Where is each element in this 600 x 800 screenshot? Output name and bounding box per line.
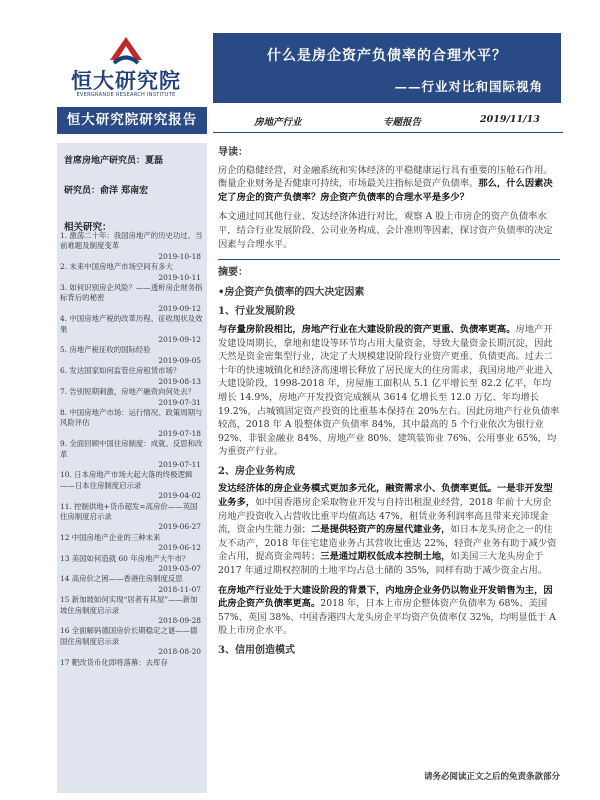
- s1-lead: 与存量房阶段相比，房地产行业在大建设阶段的资产更重、负债率更高。: [218, 323, 516, 335]
- s2-body2: 如日本龙头房企之一的住友不动产，2018 年住宅建造业务占其营收比重达 22%，轻资产业务有助于减少资金占用，提高资金周转；: [218, 524, 557, 563]
- related-report-title: 17 靶改货币化即将落幕：去库存: [60, 657, 168, 667]
- related-report-date: 2018-09-28: [158, 616, 201, 626]
- analysts: 研究员：俞洋 郑南宏: [64, 186, 149, 196]
- related-report-item[interactable]: [60, 502, 203, 533]
- main-content: [218, 140, 560, 662]
- s2-lead2: 二是提供轻资产的房屋代建业务，: [310, 524, 451, 536]
- related-report-title: 10. 日本房地产市场大起大落的终极逻辑——日本住房制度启示录: [60, 470, 193, 490]
- sidebar-header: 恒大研究院研究报告: [57, 107, 207, 134]
- s2-body1: 如中国香港房企采取物业开发与自持出租混业经营，2018 年前十大房企房地产投资收入占营收比重平均值高达 47%，租赁业务利润率高且带来充沛现金流，资金内生能力强；: [218, 497, 552, 536]
- related-report-item[interactable]: [60, 533, 203, 554]
- related-report-date: 2019-06-27: [158, 522, 201, 532]
- related-report-date: 2019-09-05: [158, 355, 201, 365]
- evergrande-logo-icon: [106, 34, 146, 68]
- s2-body3: 如美国三大龙头房企于 2017 年通过期权控制的土地平均占总土储的 35%，同样有助于减少资金占用。: [218, 551, 548, 577]
- related-reports-list: [60, 231, 203, 668]
- report-subtitle: ——行业对比和国际视角: [394, 79, 543, 94]
- related-report-title: 1. 激荡二十年：我国房地产的历史功过、当前难题及制度变革: [60, 231, 203, 251]
- related-report-item[interactable]: [60, 574, 203, 595]
- related-report-date: 2019-07-18: [158, 428, 201, 438]
- related-report-date: 2019-06-12: [158, 543, 201, 553]
- report-title: 什么是房企资产负债率的合理水平？: [267, 48, 507, 64]
- s2-lead: 发达经济体的房企业务模式更加多元化，融资需求小、负债率更低。一是非开发型业务多，: [218, 483, 553, 509]
- chief-analyst: 首席房地产研究员：夏磊: [64, 156, 164, 166]
- section-2-paragraph-2: [218, 584, 560, 638]
- related-report-item[interactable]: [60, 314, 203, 345]
- related-report-title: 2. 未来中国房地产市场空间有多大: [60, 262, 173, 272]
- meta-divider: [213, 132, 563, 133]
- related-report-title: 16 全面解码德国房价长期稳定之谜——德国住房制度启示录: [60, 626, 198, 646]
- related-report-date: 2019-10-11: [158, 272, 201, 282]
- section-1-title: 1、行业发展阶段: [218, 306, 295, 318]
- report-banner: [213, 33, 561, 103]
- related-report-date: 2019-03-07: [158, 564, 201, 573]
- related-report-date: 2018-11-07: [158, 584, 201, 594]
- related-report-item[interactable]: [60, 595, 203, 626]
- related-report-title: 6. 发达国家如何监管住房租赁市场？: [60, 366, 181, 376]
- intro-paragraph-1: [218, 164, 560, 205]
- related-report-item[interactable]: [60, 554, 203, 575]
- related-report-date: 2018-08-20: [158, 647, 201, 657]
- related-report-title: 7. 告别短期刺激，房地产融资向何处去？: [60, 387, 196, 397]
- related-report-title: 3. 如何识别房企风险？——透析房企财务指标背后的秘密: [60, 283, 203, 303]
- related-report-title: 15 新加坡如何实现“居者有其屋”——新加坡住房制度启示录: [60, 595, 198, 615]
- related-report-date: 2019-10-18: [158, 251, 201, 261]
- related-report-title: 9. 全面回顾中国住房制度：成就、反思和改革: [60, 439, 203, 459]
- section-2-paragraph-1: [218, 482, 560, 577]
- abstract-divider: [218, 259, 560, 260]
- related-report-item[interactable]: [60, 408, 203, 439]
- intro-p1-text: 房企的稳健经营，对金融系统和实体经济的平稳健康运行具有重要的压舱石作用。衡量企业财务是否健康可持续，市场最关注指标是资产负债率。: [218, 164, 553, 190]
- related-report-date: 2019-08-13: [158, 376, 201, 386]
- meta-type: 专题报告: [383, 117, 422, 128]
- s2-lead4: 在房地产行业处于大建设阶段的背景下，内地房企业务仍以物业开发销售为主，因此房企资产负债率更高。: [218, 584, 553, 610]
- logo: [66, 34, 186, 104]
- section-1-paragraph: [218, 323, 560, 459]
- related-report-item[interactable]: [60, 470, 203, 501]
- related-report-date: 2019-04-02: [158, 491, 201, 501]
- logo-name: 恒大研究院: [71, 69, 181, 93]
- sidebar: [57, 143, 207, 793]
- footer-disclaimer: 请务必阅读正文之后的免责条款部分: [423, 772, 560, 782]
- related-report-item[interactable]: [60, 439, 203, 470]
- s2-lead3: 三是通过期权低成本控制土地，: [320, 551, 451, 563]
- intro-p1-question: 那么，什么因素决定了房企的资产负债率？房企资产负债率的合理水平是多少？: [218, 178, 553, 203]
- logo-subtitle: EVERGRANDE RESEARCH INSTITUTE: [76, 92, 176, 98]
- intro-title: 导读：: [218, 147, 248, 158]
- meta-date: 2019/11/13: [480, 114, 540, 125]
- related-report-title: 13 美国如何造就 60 年房地产大牛市？: [60, 553, 190, 563]
- related-report-item[interactable]: [60, 658, 203, 668]
- related-report-item[interactable]: [60, 345, 203, 366]
- section-2-title: 2、房企业务构成: [218, 465, 295, 477]
- related-report-item[interactable]: [60, 366, 203, 387]
- related-report-title: 5. 房地产税征收的国际经验: [60, 345, 151, 355]
- related-report-date: 2019-07-11: [158, 459, 201, 469]
- s1-body: 房地产开发建设周期长，拿地和建设等环节均占用大量资金，导致大量资金长期沉淀，因此天然是资金密集型行业，决定了大规模建设阶段行业资产更重、负债更高。过去二十年的快速城镇化和经济高速增长释放了居民庞大的住房需求，我国房地产业进入大建设阶段，1998-2018 年，房屋施工面积从 5.1 亿平增长至 82.2 亿平，年均增长 14.9%，房地产开发投资完成额从 3614 亿增长至 12.0 万亿、年均增长 19.2%，占城镇固定资产投资的比重基本保持在 20%左右。因此房地产行业负债率较高，2018 年 A 股整体资产负债率 84%，其中最高的 5 个行业依次为银行业 92%、非银金融业 84%、房地产业 80%、建筑装饰业 76%、公用事业 65%，均为重资产行业。: [218, 323, 560, 458]
- related-title: 相关研究：: [64, 222, 112, 233]
- related-report-title: 8. 中国房地产市场：运行情况、政策周期与风险评估: [60, 407, 203, 428]
- report-meta: [218, 110, 563, 132]
- related-report-title: 12 中国房地产企业的三种未来: [60, 532, 161, 542]
- related-report-date: 2019-07-31: [158, 397, 201, 407]
- intro-paragraph-2: 本文通过同其他行业、发达经济体进行对比，观察 A 股上市房企的资产负债率水平，结合行业发展阶段、公司业务构成、会计准则等因素，探讨资产负债率的决定因素与合理水平。: [218, 211, 553, 250]
- related-report-item[interactable]: [60, 387, 203, 408]
- related-report-item[interactable]: [60, 283, 203, 314]
- abstract-title: 摘要：: [218, 267, 248, 279]
- related-report-date: 2019-09-12: [158, 303, 201, 313]
- s2-body4: 2018 年，日本上市房企整体资产负债率为 68%、美国 57%、英国 38%、中国香港四大龙头房企平均资产负债率仅 32%，均明显低于 A 股上市房企水平。: [218, 598, 556, 637]
- related-report-item[interactable]: [60, 626, 203, 657]
- related-report-title: 14 高房价之困——香港住房制度反思: [60, 574, 183, 584]
- related-report-title: 4. 中国房地产税的改革历程、征收现状及效果: [60, 314, 203, 334]
- related-report-date: 2019-09-12: [158, 335, 201, 345]
- meta-industry: 房地产行业: [254, 117, 302, 128]
- section-3-title: 3、信用创造模式: [218, 645, 295, 656]
- related-report-item[interactable]: [60, 262, 203, 283]
- related-report-title: 11. 控制供地+货币超发=高房价——英国住房制度启示录: [60, 501, 198, 521]
- abstract-bullet: •房企资产负债率的四大决定因素: [218, 286, 365, 298]
- related-report-item[interactable]: [60, 231, 203, 262]
